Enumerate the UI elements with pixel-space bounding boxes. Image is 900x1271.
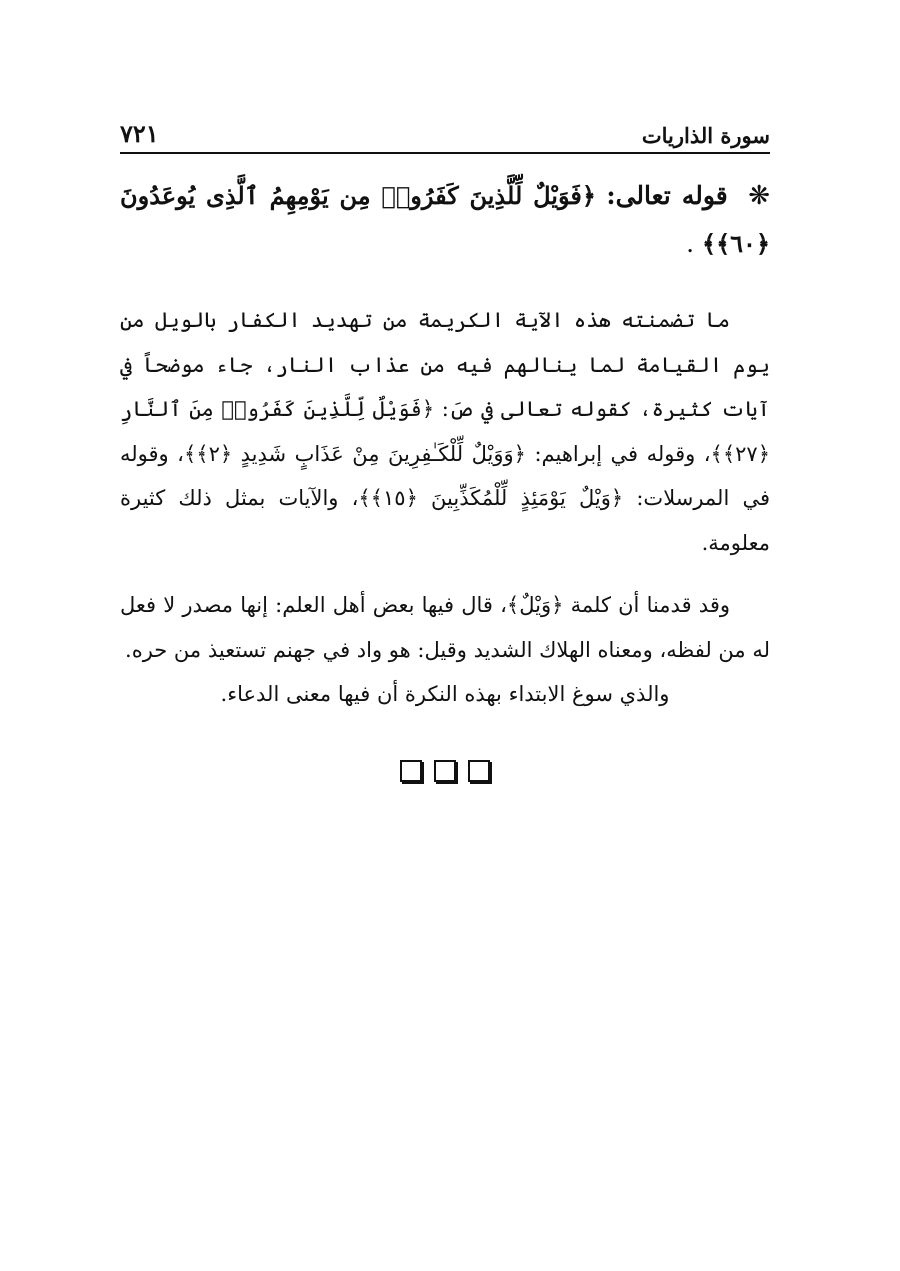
page-number: ٧٢١ — [120, 119, 159, 148]
verse-end: . — [686, 229, 695, 258]
star-icon: ❋ — [748, 181, 770, 211]
square-box-icon — [400, 760, 422, 782]
commentary-paragraph-3: والذي سوغ الابتداء بهذه النكرة أن فيها معنى الدعاء. — [220, 682, 670, 706]
book-page — [120, 108, 770, 785]
square-box-icon — [468, 760, 490, 782]
section-end-ornament — [120, 755, 770, 785]
surah-title: سورة الذاريات — [641, 123, 770, 148]
square-box-icon — [434, 760, 456, 782]
commentary-paragraph-2: وقد قدمنا أن كلمة ﴿وَيْلٌ﴾، قال فيها بعض أهل العلم: إنها مصدر لا فعل له من لفظه، ومعناه الهلاك الشديد وقيل: هو واد في جهنم تستعيذ من حره. — [120, 593, 770, 662]
quran-verse: ﴿فَوَيْلٌ لِّلَّذِينَ كَفَرُوا۟ مِن يَوْمِهِمُ ٱلَّذِى يُوعَدُونَ ﴿٦٠﴾﴾ — [120, 181, 770, 258]
commentary-paragraph-1: ما تضمنته هذه الآية الكريمة من تهديد الكفار بالويل من يوم القيامة لما ينالهم فيه من عذاب النار، جاء موضحاً في آيات كثيرة، كقوله تعالى في صَ: ﴿فَوَيْلٌ لِّلَّذِينَ كَفَرُوا۟ مِنَ ٱلنَّارِ ﴿٢٧﴾﴾، وقوله في إبراهيم: ﴿وَوَيْلٌ لِّلْكَـٰفِرِينَ مِنْ عَذَابٍ شَدِيدٍ ﴿٢﴾﴾، وقوله في المرسلات: ﴿وَيْلٌ يَوْمَئِذٍ لِّلْمُكَذِّبِينَ ﴿١٥﴾﴾، والآيات بمثل ذلك كثيرة معلومة. — [120, 308, 771, 555]
verse-intro: قوله تعالى: — [606, 181, 728, 210]
page-header — [120, 108, 770, 154]
opening-verse — [120, 172, 770, 268]
